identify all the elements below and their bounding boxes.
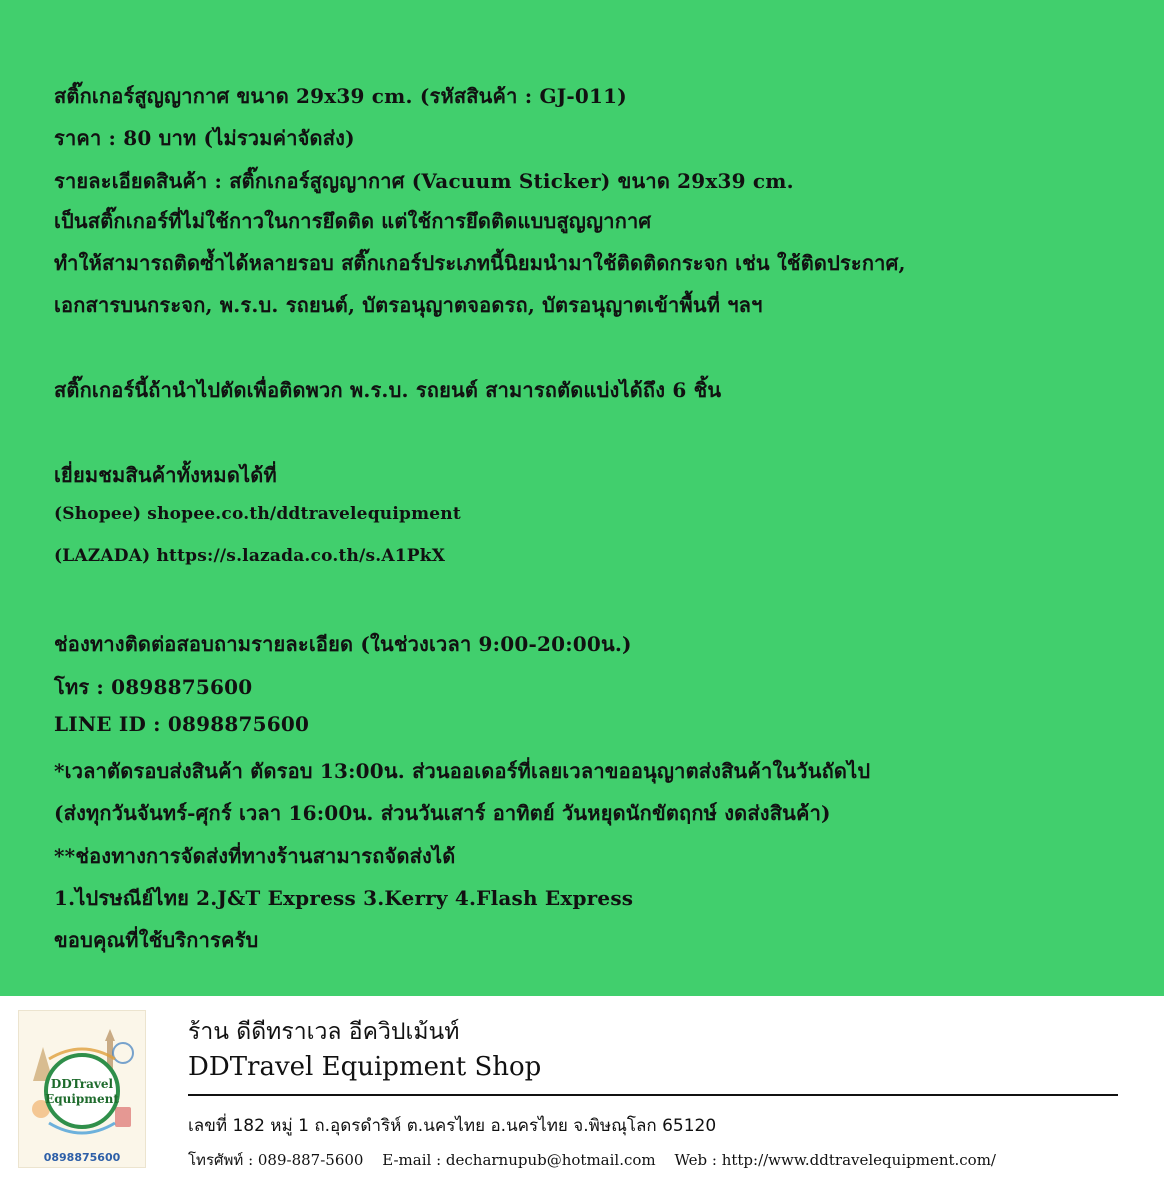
shipping-heading: **ช่องทางการจัดส่งที่ทางร้านสามารถจัดส่งได้ <box>54 844 456 868</box>
description-line-1: เป็นสติ๊กเกอร์ที่ไม่ใช้กาวในการยึดติด แต่ใช้การยึดติดแบบสูญญากาศ <box>54 209 652 233</box>
footer-email[interactable]: E-mail : decharnupub@hotmail.com <box>382 1151 656 1169</box>
shop-logo <box>18 1010 146 1168</box>
detail-line: รายละเอียดสินค้า : สติ๊กเกอร์สูญญากาศ (Vacuum Sticker) ขนาด 29x39 cm. <box>54 169 794 193</box>
thanks-line: ขอบคุณที่ใช้บริการครับ <box>54 928 259 952</box>
carriers-line: 1.ไปรษณีย์ไทย 2.J&T Express 3.Kerry 4.Flash Express <box>54 886 634 910</box>
description-line-2: ทำให้สามารถติดซ้ำได้หลายรอบ สติ๊กเกอร์ประเภทนี้นิยมนำมาใช้ติดติดกระจก เช่น ใช้ติดประกาศ, <box>54 251 906 275</box>
line-id-line: LINE ID : 0898875600 <box>54 712 310 736</box>
shop-name-english: DDTravel Equipment Shop <box>188 1052 542 1082</box>
shop-name-thai: ร้าน ดีดีทราเวล อีควิปเม้นท์ <box>188 1019 460 1045</box>
phone-line: โทร : 0898875600 <box>54 675 253 699</box>
logo-text-line1: DDTravel <box>50 1077 114 1091</box>
visit-heading: เยี่ยมชมสินค้าทั้งหมดได้ที่ <box>54 463 277 487</box>
price-line: ราคา : 80 บาท (ไม่รวมค่าจัดส่ง) <box>54 126 355 150</box>
shop-address: เลขที่ 182 หมู่ 1 ถ.อุดรดำริห์ ต.นครไทย อ.นครไทย จ.พิษณุโลก 65120 <box>188 1116 717 1136</box>
description-line-3: เอกสารบนกระจก, พ.ร.บ. รถยนต์, บัตรอนุญาตจอดรถ, บัตรอนุญาตเข้าพื้นที่ ฯลฯ <box>54 293 763 317</box>
footer-website[interactable]: Web : http://www.ddtravelequipment.com/ <box>674 1151 996 1169</box>
shop-footer <box>0 996 1164 1200</box>
logo-text-line2: Equipment <box>45 1092 119 1106</box>
shopee-link[interactable]: (Shopee) shopee.co.th/ddtravelequipment <box>54 504 461 524</box>
shipping-days-line: (ส่งทุกวันจันทร์-ศุกร์ เวลา 16:00น. ส่วนวันเสาร์ อาทิตย์ วันหยุดนักขัตฤกษ์ งดส่งสินค้า) <box>54 801 831 825</box>
contact-heading: ช่องทางติดต่อสอบถามรายละเอียด (ในช่วงเวลา 9:00-20:00น.) <box>54 632 632 656</box>
travel-landmarks-icon <box>19 1011 145 1167</box>
divider <box>188 1094 1118 1096</box>
lazada-link[interactable]: (LAZADA) https://s.lazada.co.th/s.A1PkX <box>54 546 446 566</box>
footer-phone: โทรศัพท์ : 089-887-5600 <box>188 1151 364 1169</box>
cut-info-line: สติ๊กเกอร์นี้ถ้านำไปตัดเพื่อติดพวก พ.ร.บ. รถยนต์ สามารถตัดแบ่งได้ถึง 6 ชิ้น <box>54 378 722 402</box>
contact-row <box>188 1148 1010 1172</box>
logo-phone: 0898875600 <box>43 1151 121 1164</box>
cutoff-time-line: *เวลาตัดรอบส่งสินค้า ตัดรอบ 13:00น. ส่วนออเดอร์ที่เลยเวลาขออนุญาตส่งสินค้าในวันถัดไป <box>54 759 871 783</box>
product-title: สติ๊กเกอร์สูญญากาศ ขนาด 29x39 cm. (รหัสสินค้า : GJ-011) <box>54 84 627 108</box>
